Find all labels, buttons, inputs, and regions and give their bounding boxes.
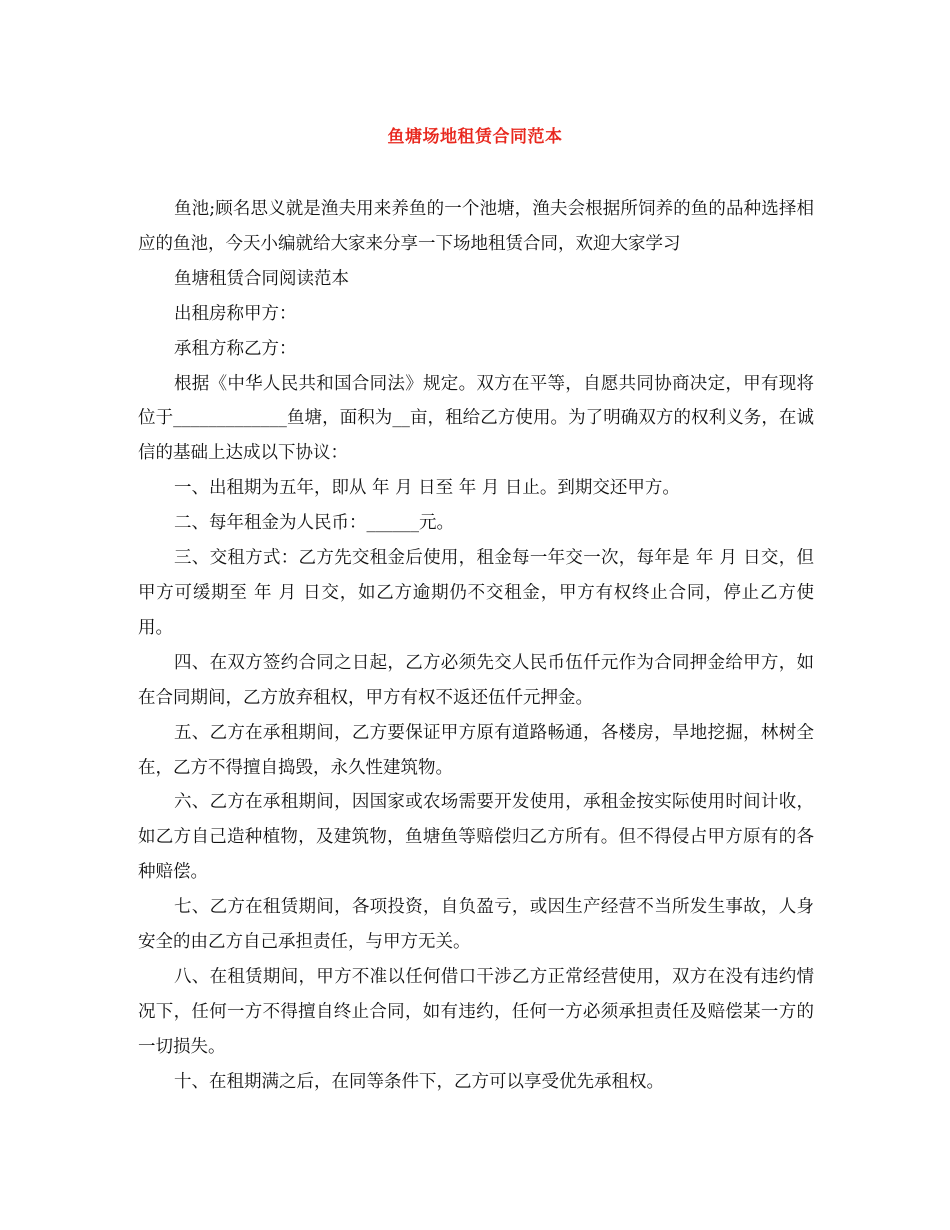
clause-10: 十、在租期满之后，在同等条件下，乙方可以享受优先承租权。 [174,1071,664,1092]
paragraph-intro: 鱼池;顾名思义就是渔夫用来养鱼的一个池塘，渔夫会根据所饲养的鱼的品种选择相应的鱼池，今天小编就给大家来分享一下场地租赁合同，欢迎大家学习 [138,199,814,254]
clause-4: 四、在双方签约合同之日起，乙方必须先交人民币伍仟元作为合同押金给甲方，如在合同期间，乙方放弃租权，甲方有权不返还伍仟元押金。 [138,652,814,708]
document-title: 鱼塘场地租赁合同范本 [387,127,563,147]
clause-2: 二、每年租金为人民币：______元。 [174,513,454,534]
clause-8: 八、在租赁期间，甲方不准以任何借口干涉乙方正常经营使用，双方在没有违约情况下，任何一方不得擅自终止合同，如有违约，任何一方必须承担责任及赔偿某一方的一切损失。 [138,966,814,1057]
paragraph-subtitle: 鱼塘租赁合同阅读范本 [174,268,349,289]
document-body [138,192,814,1100]
clause-3: 三、交租方式：乙方先交租金后使用，租金每一年交一次，每年是 年 月 日交，但甲方可缓期至 年 月 日交，如乙方逾期仍不交租金，甲方有权终止合同，停止乙方使用。 [138,548,814,638]
clause-1: 一、出租期为五年，即从 年 月 日至 年 月 日止。到期交还甲方。 [174,478,680,499]
paragraph-preamble: 根据《中华人民共和国合同法》规定。双方在平等，自愿共同协商决定，甲有现将位于_____________鱼塘，面积为__亩，租给乙方使用。为了明确双方的权利义务，在诚信的基础上达成以下协议： [138,373,814,464]
paragraph-lessor: 出租房称甲方： [174,303,297,324]
paragraph-lessee: 承租方称乙方： [174,338,297,359]
clause-5: 五、乙方在承租期间，乙方要保证甲方原有道路畅通，各楼房，旱地挖掘，林树全在，乙方不得擅自捣毁，永久性建筑物。 [138,722,814,778]
clause-6: 六、乙方在承租期间，因国家或农场需要开发使用，承租金按实际使用时间计收，如乙方自己造种植物，及建筑物，鱼塘鱼等赔偿归乙方所有。但不得侵占甲方原有的各种赔偿。 [138,792,814,883]
clause-7: 七、乙方在租赁期间，各项投资，自负盈亏，或因生产经营不当所发生事故，人身安全的由乙方自己承担责任，与甲方无关。 [138,897,814,953]
